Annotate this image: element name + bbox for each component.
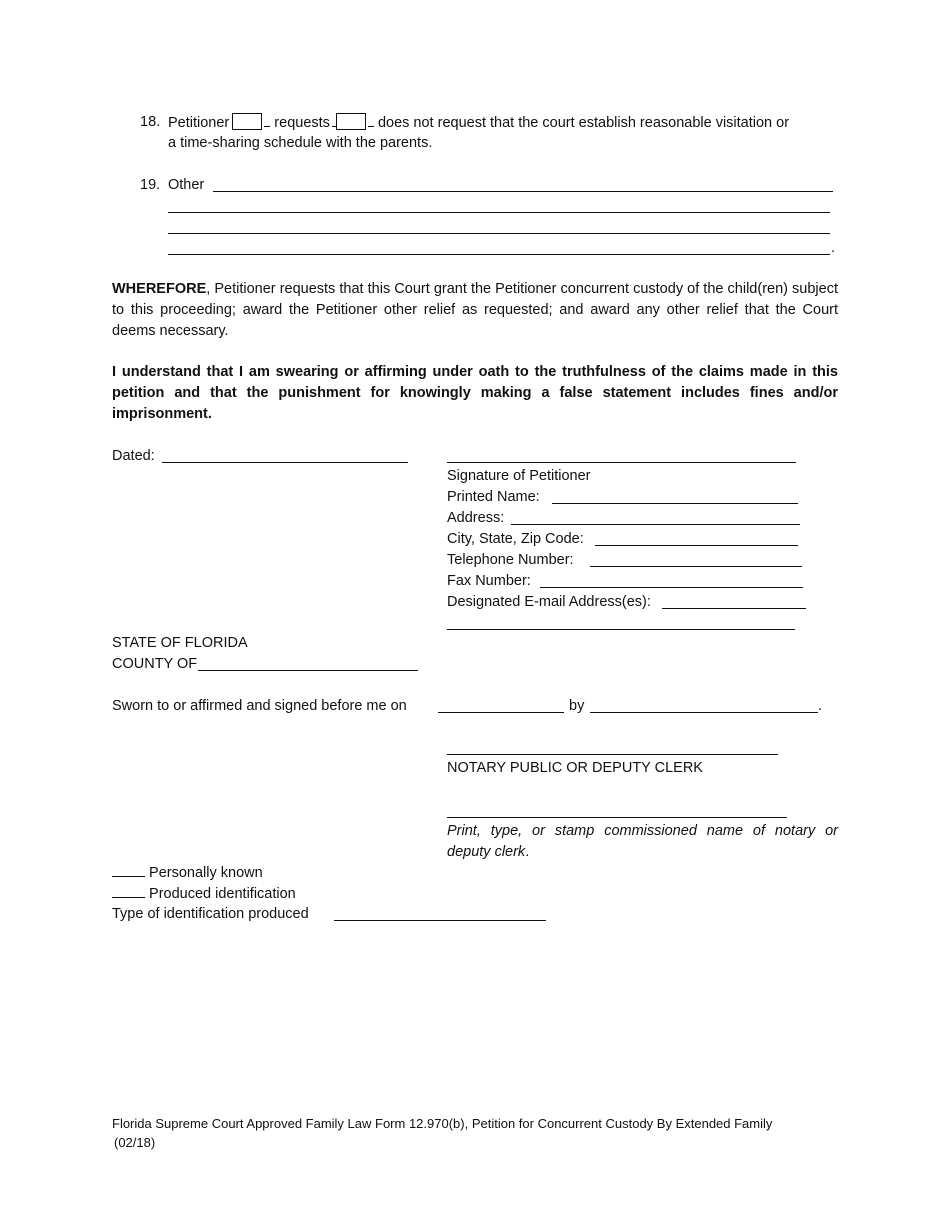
item-18-requests-checkbox[interactable] [336,113,366,130]
sworn-by-label: by [569,698,585,714]
dated-label: Dated: [112,448,155,464]
footer-form-title: Florida Supreme Court Approved Family Law Form 12.970(b), Petition for Concurrent Custody By Extended Family [112,1116,773,1131]
printed-name-label: Printed Name: [447,489,540,505]
item-18-blank [368,112,374,127]
item-18-line-2: a time-sharing schedule with the parents. [168,135,433,151]
item-18-petitioner-checkbox[interactable] [232,113,262,130]
notary-signature-line[interactable] [447,754,778,755]
address-label: Address: [447,510,505,526]
dated-field[interactable] [162,462,408,463]
county-label: COUNTY OF [112,656,198,672]
wherefore-paragraph [112,279,838,342]
notary-print-note [447,821,838,863]
item-19-blank-line-1[interactable] [213,191,833,192]
notary-title: NOTARY PUBLIC OR DEPUTY CLERK [447,760,703,776]
footer-form-date: (02/18) [114,1135,156,1150]
produced-identification-blank[interactable] [112,883,145,898]
notary-print-note-text: Print, type, or stamp commissioned name of notary or deputy clerk [447,823,838,860]
wherefore-text: , Petitioner requests that this Court grant the Petitioner concurrent custody of the child(ren) subject to this proceeding; award the Petitioner other relief as requested; and award any other relief that the Court deems necessary. [112,281,838,339]
item-19-label: Other [168,177,205,193]
item-18-blank [264,112,270,127]
item-18-petitioner-label: Petitioner [168,115,230,131]
item-18-line-1 [168,112,789,134]
oath-paragraph: I understand that I am swearing or affirming under oath to the truthfulness of the claims made in this petition and that the punishment for knowingly making a false statement includes fines and/or imprisonment. [112,364,838,422]
produced-identification-row [112,883,296,905]
state-label: STATE OF FLORIDA [112,635,248,651]
sworn-period: . [818,698,823,714]
item-19-blank-line-2[interactable] [168,212,830,213]
personally-known-row [112,862,263,884]
wherefore-bold: WHEREFORE [112,281,207,297]
item-19-blank-line-4[interactable] [168,254,830,255]
address-field[interactable] [511,524,800,525]
sworn-text: Sworn to or affirmed and signed before me on [112,698,407,714]
city-state-zip-label: City, State, Zip Code: [447,531,584,547]
item-18-text: does not request that the court establish reasonable visitation or [377,115,790,131]
notary-print-note-period: . [525,844,530,860]
sworn-date-field[interactable] [438,712,564,713]
item-19-number: 19. [140,177,161,193]
identification-type-label: Type of identification produced [112,906,309,922]
notary-name-line[interactable] [447,817,787,818]
fax-label: Fax Number: [447,573,531,589]
email-field[interactable] [662,608,806,609]
personally-known-blank[interactable] [112,862,145,877]
signature-line[interactable] [447,462,796,463]
signature-caption: Signature of Petitioner [447,468,591,484]
produced-identification-label: Produced identification [149,886,296,902]
sworn-by-field[interactable] [590,712,818,713]
email-label: Designated E-mail Address(es): [447,594,651,610]
item-18-requests-label: requests [274,115,330,131]
telephone-field[interactable] [590,566,802,567]
fax-field[interactable] [540,587,803,588]
city-state-zip-field[interactable] [595,545,798,546]
identification-type-field[interactable] [334,920,546,921]
telephone-label: Telephone Number: [447,552,574,568]
item-18-number: 18. [140,114,161,130]
email-field-line-2[interactable] [447,629,795,630]
personally-known-label: Personally known [149,865,263,881]
item-19-blank-line-3[interactable] [168,233,830,234]
printed-name-field[interactable] [552,503,798,504]
item-19-period: . [831,240,836,256]
county-field[interactable] [198,670,418,671]
